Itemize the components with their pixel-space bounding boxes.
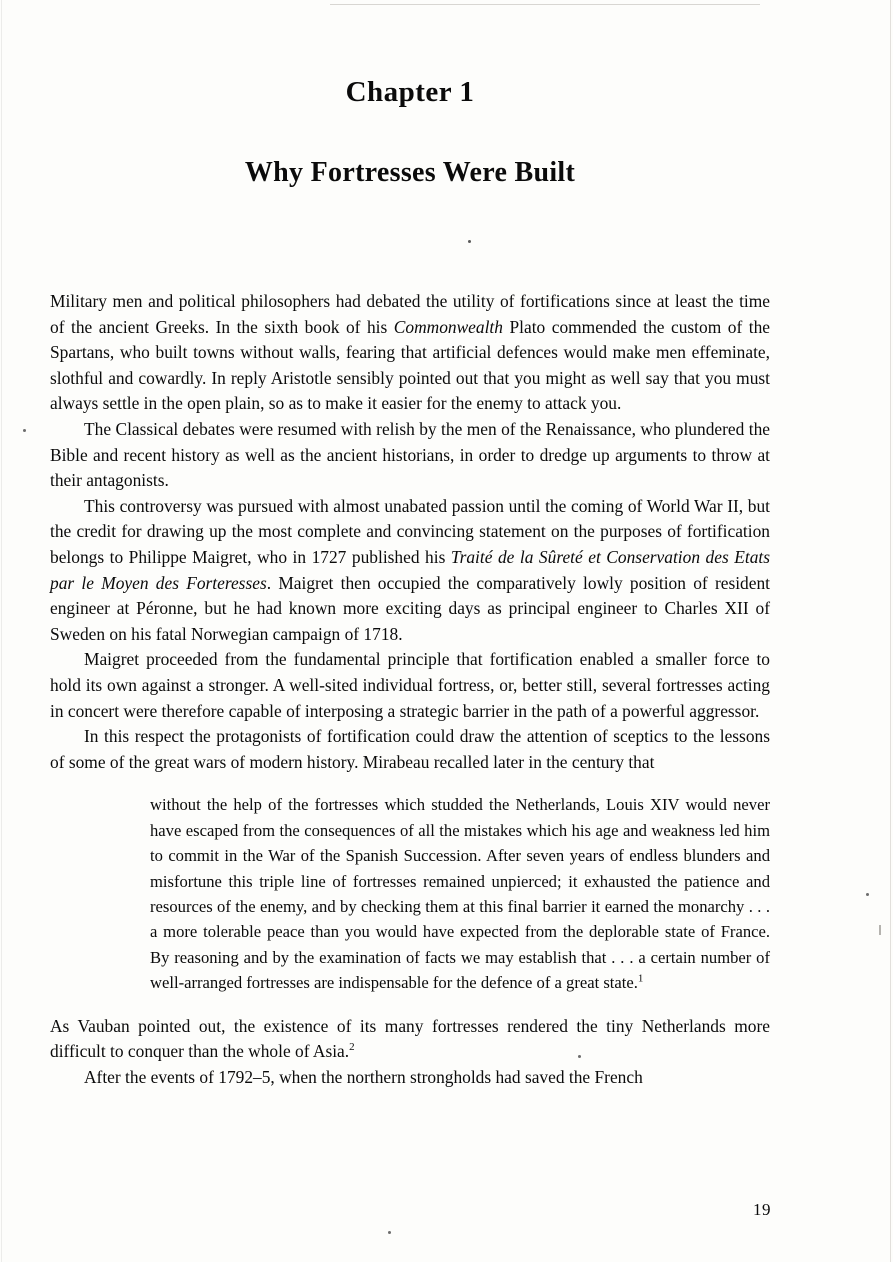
blockquote	[50, 792, 770, 995]
ink-mark	[468, 240, 471, 243]
blockquote-text	[150, 792, 770, 995]
page-title: Why Fortresses Were Built	[244, 157, 576, 188]
scan-speck	[866, 893, 869, 896]
scan-speck	[879, 925, 881, 935]
footnote-marker-2: 2	[349, 1041, 355, 1054]
paragraph-4: Maigret proceeded from the fundamental principle that fortification enabled a smaller force to hold its own against a stronger. A well-sited individual fortress, or, better still, several fortresses acting in concert were therefore capable of interposing a strategic barrier in the path of a powerful aggressor.	[50, 649, 770, 721]
paragraph-6-body: As Vauban pointed out, the existence of its many fortresses rendered the tiny Netherlands more difficult to conquer than the whole of Asia.	[50, 1015, 770, 1062]
closing-text	[50, 1014, 770, 1091]
footnote-marker-1: 1	[637, 972, 644, 985]
page-content	[50, 0, 770, 1090]
scan-speck	[23, 429, 26, 432]
blockquote-body: without the help of the fortresses which studded the Netherlands, Louis XIV would never have escaped from the consequences of all the mistakes which his age and weakness led him to commit in the War of the Spanish Succession. After seven years of endless blunders and misfortune this triple line of fortresses remained unpierced; it exhausted the patience and resources of the enemy, and by checking them at this final barrier it earned the monarchy . . . a more tolerable peace than you would have expected from the deplorable state of France. By reasoning and by the examination of facts we may establish that . . . a certain number of well-arranged fortresses are indispensable for the defence of a great state.	[150, 795, 770, 993]
scan-speck	[388, 1231, 391, 1234]
scan-edge-left	[1, 0, 2, 1262]
paragraph-3: This controversy was pursued with almost unabated passion until the coming of World War II, but the credit for drawing up the most complete and convincing statement on the purposes of fortification belongs to Philippe Maigret, who in 1727 published his Traité de la Sûreté et Conservation des Etats par le Moyen des Forteresses. Maigret then occupied the comparatively lowly position of resident engineer at Péronne, but he had known more exciting days as principal engineer to Charles XII of Sweden on his fatal Norwegian campaign of 1718.	[50, 495, 770, 644]
paragraph-7: After the events of 1792–5, when the northern strongholds had saved the French	[84, 1066, 643, 1087]
paragraph-5: In this respect the protagonists of fortification could draw the attention of sceptics to the lessons of some of the great wars of modern history. Mirabeau recalled later in the century that	[50, 726, 770, 772]
italic-title-commonwealth: Commonwealth	[393, 316, 503, 337]
page-number: 19	[753, 1200, 771, 1219]
chapter-label: Chapter 1	[345, 76, 475, 108]
scan-edge-right	[890, 0, 891, 1262]
italic-title-maigret: Traité de la Sûreté et Conservation des Etats par le Moyen des Forteresses	[50, 546, 770, 593]
paragraph-2: The Classical debates were resumed with relish by the men of the Renaissance, who plundered the Bible and recent history as well as the ancient historians, in order to dredge up arguments to throw at their antagonists.	[50, 418, 770, 491]
paragraph-1: Military men and political philosophers had debated the utility of fortifications since at least the time of the ancient Greeks. In the sixth book of his Commonwealth Plato commended the custom of the Spartans, who built towns without walls, fearing that artificial defences would make men effeminate, slothful and cowardly. In reply Aristotle sensibly pointed out that you might as well say that you must always settle in the open plain, so as to make it easier for the enemy to attack you.	[50, 291, 770, 414]
paragraph-6	[50, 1014, 770, 1065]
body-text	[50, 289, 770, 775]
